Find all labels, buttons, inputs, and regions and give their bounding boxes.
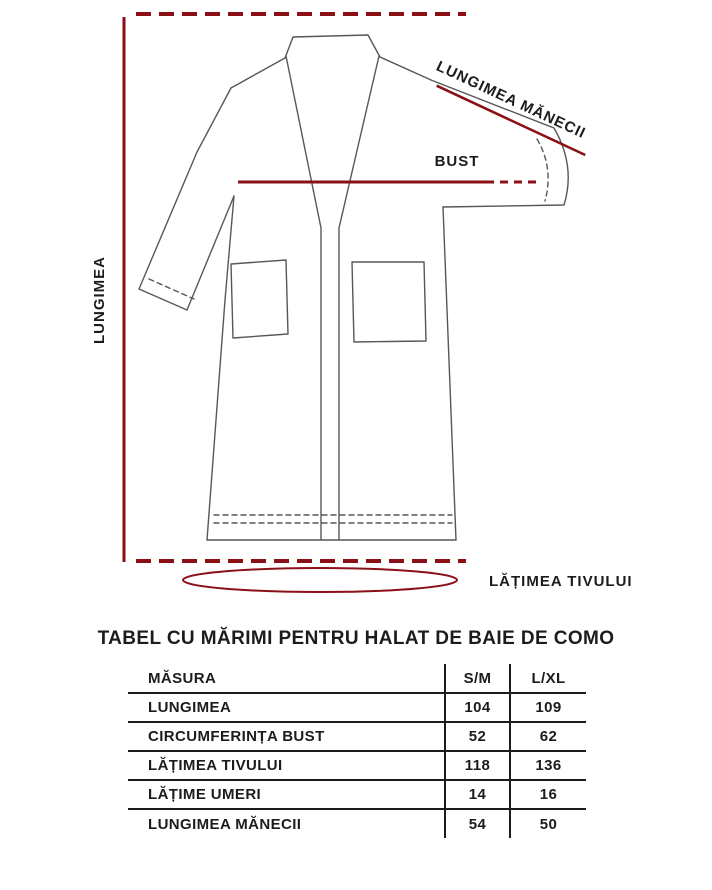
robe-right-shoulder xyxy=(380,57,431,80)
measure-label: LUNGIMEA xyxy=(128,693,445,722)
table-row-length xyxy=(128,693,586,722)
measure-label: LĂȚIME UMERI xyxy=(128,780,445,809)
robe-left-pocket xyxy=(231,260,288,338)
table-row-hem-width xyxy=(128,751,586,780)
table-header-row xyxy=(128,664,586,693)
value-sm: 118 xyxy=(445,751,510,780)
robe-right-pocket xyxy=(352,262,426,342)
robe-right-lapel xyxy=(339,56,379,540)
hem-width-label: LĂȚIMEA TIVULUI xyxy=(489,573,633,590)
sleeve-length-annotation xyxy=(429,58,596,155)
robe-left-sleeve xyxy=(139,88,234,310)
value-sm: 104 xyxy=(445,693,510,722)
table-row-shoulder-width xyxy=(128,780,586,809)
value-lxl: 109 xyxy=(510,693,586,722)
col-header-sm: S/M xyxy=(445,664,510,693)
robe-collar xyxy=(285,35,380,58)
measure-label: LUNGIMEA MĂNECII xyxy=(148,815,302,833)
size-table xyxy=(128,664,586,838)
col-header-measure: MĂSURA xyxy=(128,664,445,693)
measure-label: CIRCUMFERINȚA BUST xyxy=(128,722,445,751)
sleeve-length-label: LUNGIMEA MĂNECII xyxy=(433,57,589,143)
right-cuff-stitch xyxy=(537,139,548,201)
value-lxl: 136 xyxy=(510,751,586,780)
value-sm: 14 xyxy=(445,780,510,809)
measure-label: LĂȚIMEA TIVULUI xyxy=(128,751,445,780)
robe-left-side xyxy=(207,196,234,540)
value-sm: 52 xyxy=(445,722,510,751)
robe-stitching xyxy=(149,139,548,523)
robe-outline xyxy=(139,35,568,540)
bust-label: BUST xyxy=(434,153,480,170)
robe-left-lapel xyxy=(286,56,321,540)
table-row-sleeve-length xyxy=(128,809,586,838)
robe-left-shoulder xyxy=(231,58,285,88)
robe-right-side xyxy=(443,207,456,540)
length-label: LUNGIMEA xyxy=(91,256,108,344)
table-row-bust-circumference xyxy=(128,722,586,751)
value-lxl: 50 xyxy=(510,809,586,838)
value-lxl: 16 xyxy=(510,780,586,809)
value-lxl: 62 xyxy=(510,722,586,751)
hem-width-ellipse xyxy=(183,568,457,592)
size-table-title: TABEL CU MĂRIMI PENTRU HALAT DE BAIE DE COMO xyxy=(97,628,615,649)
value-sm: 54 xyxy=(445,809,510,838)
col-header-lxl: L/XL xyxy=(510,664,586,693)
